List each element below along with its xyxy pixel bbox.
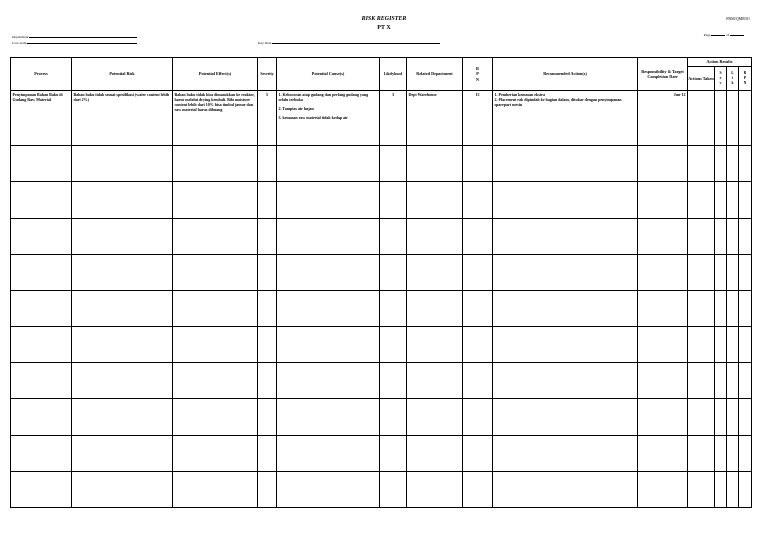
empty-cell[interactable] xyxy=(72,471,173,507)
form-code: FRM/QMR/01 xyxy=(726,16,750,21)
empty-cell[interactable] xyxy=(380,363,407,399)
cell-rpn-result[interactable] xyxy=(739,91,752,146)
empty-cell[interactable] xyxy=(688,290,715,326)
empty-cell[interactable] xyxy=(407,399,463,435)
core-team-label: Core team xyxy=(12,41,27,45)
empty-cell[interactable] xyxy=(72,254,173,290)
empty-cell[interactable] xyxy=(493,399,638,435)
department-field[interactable] xyxy=(12,34,137,39)
empty-cell[interactable] xyxy=(739,254,752,290)
empty-cell[interactable] xyxy=(727,435,739,471)
empty-cell[interactable] xyxy=(688,146,715,182)
key-date-label: Key Date xyxy=(258,41,272,45)
empty-cell[interactable] xyxy=(173,363,258,399)
company-name: PT X xyxy=(377,25,391,31)
empty-cell[interactable] xyxy=(11,290,72,326)
empty-cell[interactable] xyxy=(11,327,72,363)
empty-cell[interactable] xyxy=(727,218,739,254)
col-related-department: Related Department xyxy=(407,58,463,91)
empty-cell[interactable] xyxy=(688,182,715,218)
empty-cell[interactable] xyxy=(277,290,380,326)
cell-responsibility[interactable]: Jun-12 xyxy=(638,91,688,146)
empty-cell[interactable] xyxy=(739,327,752,363)
table-row xyxy=(11,146,752,182)
empty-cell[interactable] xyxy=(688,327,715,363)
table-row xyxy=(11,182,752,218)
empty-cell[interactable] xyxy=(380,146,407,182)
empty-cell[interactable] xyxy=(715,146,727,182)
empty-cell[interactable] xyxy=(739,399,752,435)
empty-cell[interactable] xyxy=(277,363,380,399)
empty-cell[interactable] xyxy=(72,182,173,218)
empty-cell[interactable] xyxy=(11,218,72,254)
empty-cell[interactable] xyxy=(11,435,72,471)
empty-cell[interactable] xyxy=(258,290,277,326)
empty-cell[interactable] xyxy=(407,471,463,507)
empty-cell[interactable] xyxy=(688,363,715,399)
empty-cell[interactable] xyxy=(727,327,739,363)
empty-cell[interactable] xyxy=(11,471,72,507)
empty-cell[interactable] xyxy=(277,218,380,254)
empty-cell[interactable] xyxy=(493,363,638,399)
department-label: Department xyxy=(12,35,29,39)
empty-cell[interactable] xyxy=(739,435,752,471)
col-action-results: Action Results xyxy=(688,58,752,67)
cell-potential-causes[interactable]: 1. Kebocoran atap gudang dan perlang gudang yang selalu terbuka 2. Tampias air hujan 3. kemasan raw material tidak kedap air xyxy=(277,91,380,146)
empty-cell[interactable] xyxy=(380,471,407,507)
empty-cell[interactable] xyxy=(277,182,380,218)
col-potential-causes: Potential Cause(s) xyxy=(277,58,380,91)
empty-cell[interactable] xyxy=(493,327,638,363)
col-rpn: R P N xyxy=(463,58,493,91)
col-potential-risk: Potential Risk xyxy=(72,58,173,91)
empty-cell[interactable] xyxy=(463,146,493,182)
col-potential-effects: Potential Effect(s) xyxy=(173,58,258,91)
empty-cell[interactable] xyxy=(463,435,493,471)
cell-process[interactable]: Penyimpanan Bahan Baku di Gudang Raw Material xyxy=(11,91,72,146)
empty-cell[interactable] xyxy=(638,399,688,435)
empty-cell[interactable] xyxy=(688,435,715,471)
empty-cell[interactable] xyxy=(727,471,739,507)
empty-cell[interactable] xyxy=(493,435,638,471)
empty-cell[interactable] xyxy=(493,218,638,254)
empty-cell[interactable] xyxy=(727,399,739,435)
empty-cell[interactable] xyxy=(739,182,752,218)
empty-cell[interactable] xyxy=(11,182,72,218)
empty-cell[interactable] xyxy=(173,471,258,507)
col-lik: L i k xyxy=(727,67,739,91)
empty-cell[interactable] xyxy=(739,363,752,399)
page-label: Page xyxy=(703,33,711,37)
empty-cell[interactable] xyxy=(715,399,727,435)
table-row xyxy=(11,218,752,254)
col-sev: S e v xyxy=(715,67,727,91)
empty-cell[interactable] xyxy=(72,290,173,326)
empty-cell[interactable] xyxy=(688,218,715,254)
empty-cell[interactable] xyxy=(493,146,638,182)
empty-cell[interactable] xyxy=(11,399,72,435)
empty-cell[interactable] xyxy=(380,290,407,326)
empty-cell[interactable] xyxy=(463,471,493,507)
of-label: of xyxy=(726,33,730,37)
empty-cell[interactable] xyxy=(173,435,258,471)
empty-cell[interactable] xyxy=(173,254,258,290)
col-process: Process xyxy=(11,58,72,91)
table-row xyxy=(11,435,752,471)
empty-cell[interactable] xyxy=(727,254,739,290)
empty-cell[interactable] xyxy=(258,435,277,471)
empty-cell[interactable] xyxy=(277,254,380,290)
col-rpn-result: R P N xyxy=(739,67,752,91)
empty-cell[interactable] xyxy=(173,218,258,254)
empty-cell[interactable] xyxy=(715,363,727,399)
empty-cell[interactable] xyxy=(638,327,688,363)
empty-cell[interactable] xyxy=(727,290,739,326)
empty-cell[interactable] xyxy=(72,399,173,435)
empty-cell[interactable] xyxy=(277,146,380,182)
empty-cell[interactable] xyxy=(407,327,463,363)
empty-cell[interactable] xyxy=(380,435,407,471)
empty-cell[interactable] xyxy=(727,146,739,182)
empty-cell[interactable] xyxy=(715,254,727,290)
col-severity: Severity xyxy=(258,58,277,91)
empty-cell[interactable] xyxy=(638,290,688,326)
table-row xyxy=(11,471,752,507)
empty-cell[interactable] xyxy=(258,363,277,399)
table-row xyxy=(11,327,752,363)
empty-cell[interactable] xyxy=(688,254,715,290)
empty-cell[interactable] xyxy=(493,471,638,507)
empty-cell[interactable] xyxy=(463,218,493,254)
empty-cell[interactable] xyxy=(407,146,463,182)
empty-cell[interactable] xyxy=(715,471,727,507)
empty-cell[interactable] xyxy=(258,327,277,363)
cell-severity[interactable]: 5 xyxy=(258,91,277,146)
empty-cell[interactable] xyxy=(173,146,258,182)
empty-cell[interactable] xyxy=(11,146,72,182)
empty-cell[interactable] xyxy=(258,254,277,290)
empty-cell[interactable] xyxy=(739,146,752,182)
cell-actions-taken[interactable] xyxy=(688,91,715,146)
empty-cell[interactable] xyxy=(463,399,493,435)
empty-cell[interactable] xyxy=(493,290,638,326)
empty-cell[interactable] xyxy=(11,363,72,399)
col-recommended-actions: Recommended Action(s) xyxy=(493,58,638,91)
empty-cell[interactable] xyxy=(638,218,688,254)
empty-cell[interactable] xyxy=(493,182,638,218)
empty-cell[interactable] xyxy=(380,399,407,435)
empty-cell[interactable] xyxy=(258,218,277,254)
empty-cell[interactable] xyxy=(638,146,688,182)
empty-cell[interactable] xyxy=(638,254,688,290)
empty-cell[interactable] xyxy=(277,471,380,507)
empty-cell[interactable] xyxy=(739,471,752,507)
col-actions-taken: Actions Taken xyxy=(688,67,715,91)
cell-recommended-actions[interactable]: 1. Pemberian kemasan ekstra 2. Placement rak dipindah ke bagian dalam, ditukar dengan penyimpanan sparepart mesin xyxy=(493,91,638,146)
empty-cell[interactable] xyxy=(173,290,258,326)
empty-cell[interactable] xyxy=(715,182,727,218)
empty-cell[interactable] xyxy=(72,435,173,471)
empty-cell[interactable] xyxy=(380,182,407,218)
cell-rpn[interactable]: 15 xyxy=(463,91,493,146)
cell-lik[interactable] xyxy=(727,91,739,146)
empty-cell[interactable] xyxy=(638,363,688,399)
empty-cell[interactable] xyxy=(727,363,739,399)
col-responsibility: Responsibility & Target Completion Date xyxy=(638,58,688,91)
empty-cell[interactable] xyxy=(739,218,752,254)
empty-cell[interactable] xyxy=(380,254,407,290)
empty-cell[interactable] xyxy=(638,182,688,218)
empty-cell[interactable] xyxy=(715,218,727,254)
document-title: RISK REGISTER xyxy=(361,16,407,22)
cell-sev[interactable] xyxy=(715,91,727,146)
table-row xyxy=(11,254,752,290)
risk-register-table xyxy=(10,57,752,508)
cell-related-department[interactable]: Dept Warehouse xyxy=(407,91,463,146)
empty-cell[interactable] xyxy=(463,254,493,290)
page-number-field[interactable] xyxy=(704,32,744,37)
empty-cell[interactable] xyxy=(715,435,727,471)
empty-cell[interactable] xyxy=(277,399,380,435)
empty-cell[interactable] xyxy=(715,327,727,363)
empty-cell[interactable] xyxy=(277,327,380,363)
empty-cell[interactable] xyxy=(72,363,173,399)
table-row xyxy=(11,399,752,435)
empty-cell[interactable] xyxy=(380,327,407,363)
empty-cell[interactable] xyxy=(739,290,752,326)
empty-cell[interactable] xyxy=(173,327,258,363)
empty-cell[interactable] xyxy=(638,435,688,471)
empty-cell[interactable] xyxy=(463,290,493,326)
empty-cell[interactable] xyxy=(407,290,463,326)
empty-cell[interactable] xyxy=(72,146,173,182)
empty-cell[interactable] xyxy=(258,182,277,218)
empty-cell[interactable] xyxy=(638,471,688,507)
empty-cell[interactable] xyxy=(407,363,463,399)
core-team-field[interactable] xyxy=(12,40,137,45)
empty-cell[interactable] xyxy=(173,182,258,218)
empty-cell[interactable] xyxy=(407,218,463,254)
empty-cell[interactable] xyxy=(277,435,380,471)
empty-cell[interactable] xyxy=(380,218,407,254)
empty-cell[interactable] xyxy=(258,146,277,182)
empty-cell[interactable] xyxy=(258,399,277,435)
empty-cell[interactable] xyxy=(715,290,727,326)
cell-potential-effects[interactable]: Bahan baku tidak bisa dimasukkan ke reaktor, harus melalui drying kembali. Bila moisture content lebih dari 10% bisa timbul jamur dan raw material harus dibuang xyxy=(173,91,258,146)
table-row xyxy=(11,363,752,399)
empty-cell[interactable] xyxy=(463,182,493,218)
empty-cell[interactable] xyxy=(258,471,277,507)
table-row xyxy=(11,290,752,326)
cell-likelyhood[interactable]: 3 xyxy=(380,91,407,146)
empty-cell[interactable] xyxy=(688,471,715,507)
empty-cell[interactable] xyxy=(688,399,715,435)
empty-cell[interactable] xyxy=(407,435,463,471)
empty-cell[interactable] xyxy=(463,363,493,399)
col-likelyhood: Likelyhood xyxy=(380,58,407,91)
empty-cell[interactable] xyxy=(463,327,493,363)
empty-cell[interactable] xyxy=(173,399,258,435)
empty-cell[interactable] xyxy=(72,218,173,254)
empty-cell[interactable] xyxy=(407,254,463,290)
cell-potential-risk[interactable]: Bahan baku tidak sesuai spesifikasi (water content lebih dari 2%) xyxy=(72,91,173,146)
empty-cell[interactable] xyxy=(11,254,72,290)
empty-cell[interactable] xyxy=(407,182,463,218)
empty-cell[interactable] xyxy=(727,182,739,218)
table-row xyxy=(11,91,752,146)
empty-cell[interactable] xyxy=(72,327,173,363)
key-date-field[interactable] xyxy=(258,40,440,45)
empty-cell[interactable] xyxy=(493,254,638,290)
